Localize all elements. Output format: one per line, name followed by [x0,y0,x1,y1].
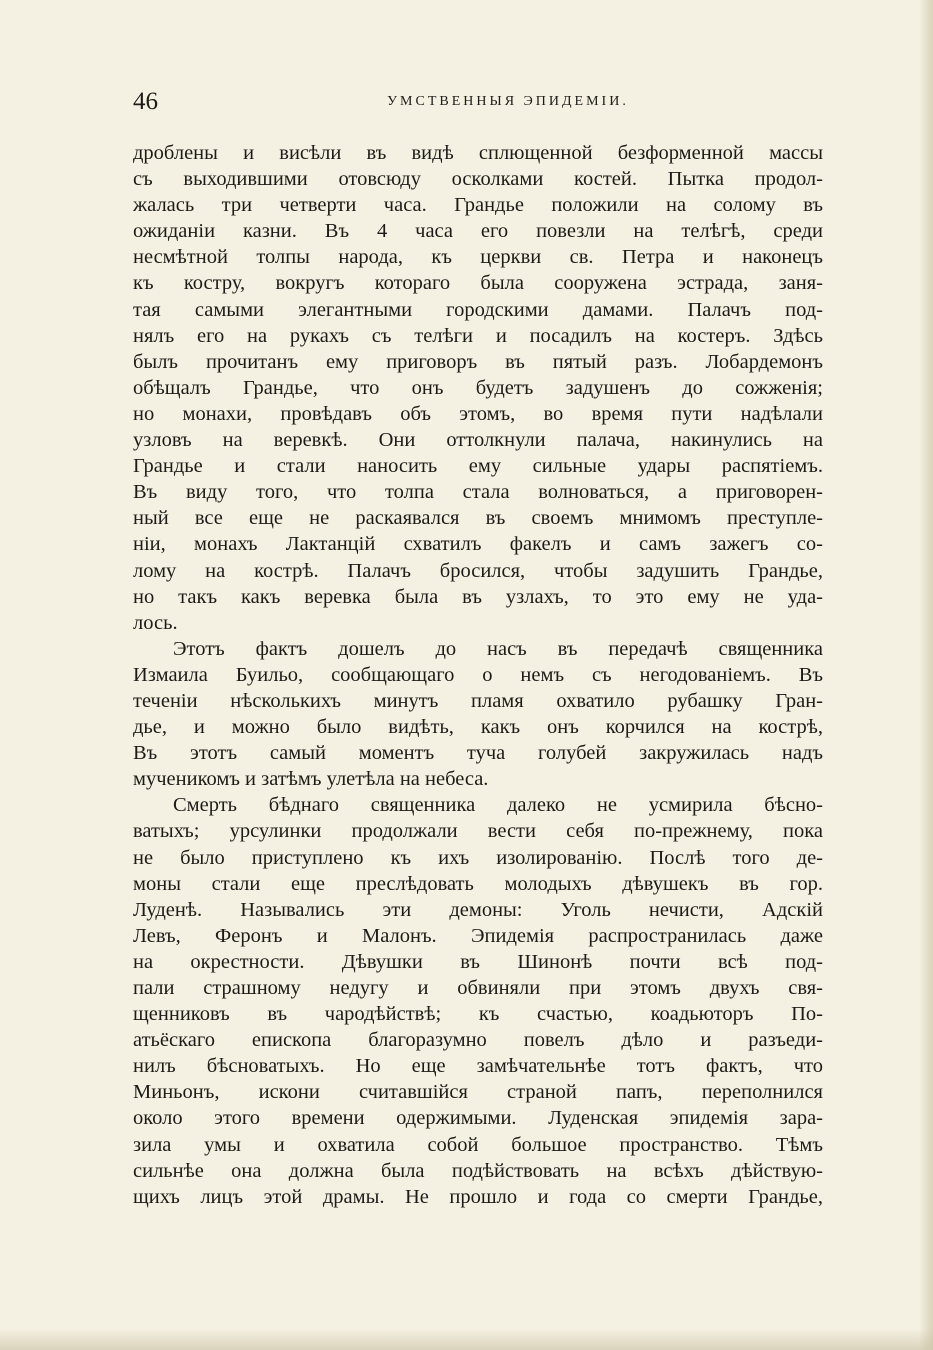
text-line: щенниковъ въ чародѣйствѣ; къ счастью, коадьюторъ По- [133,1003,823,1026]
text-line: жалась три четверти часа. Грандье положили на солому въ [133,194,823,217]
text-line: Луденѣ. Назывались эти демоны: Уголь нечисти, Адскій [133,898,823,921]
page-number: 46 [133,88,158,115]
text-line: теченіи нѣсколькихъ минутъ пламя охватило рубашку Гран- [133,689,823,712]
text-line: лому на кострѣ. Палачъ бросился, чтобы задушить Грандье, [133,559,823,582]
body-text [133,140,823,1210]
page-bottom-shadow [0,1328,933,1350]
text-line: дье, и можно было видѣть, какъ онъ корчился на кострѣ, [133,716,823,739]
paragraph-start-line: Смерть бѣднаго священника далеко не усмирила бѣсно- [173,794,823,817]
text-line: ный все еще не раскаявался въ своемъ мнимомъ преступле- [133,507,823,530]
text-line: къ костру, вокругъ котораго была сооружена эстрада, заня- [133,272,823,295]
text-line: узловъ на веревкѣ. Они оттолкнули палача, накинулись на [133,429,823,452]
text-line: сильнѣе она должна была подѣйствовать на всѣхъ дѣйствую- [133,1159,823,1182]
text-line: пали страшному недугу и обвиняли при этомъ двухъ свя- [133,977,823,999]
text-line: на окрестности. Дѣвушки въ Шинонѣ почти всѣ под- [133,950,823,973]
text-line: былъ прочитанъ ему приговоръ въ пятый разъ. Лобардемонъ [133,350,823,373]
text-line: несмѣтной толпы народа, къ церкви св. Петра и наконецъ [133,246,823,269]
page-header [133,88,823,118]
text-line: но такъ какъ веревка была въ узлахъ, то это ему не уда- [133,585,823,608]
text-line: атьёскаго епископа благоразумно повелъ дѣло и разъеди- [133,1029,823,1052]
text-line: Въ виду того, что толпа стала волноваться, а приговорен- [133,481,823,504]
text-line: не было приступлено къ ихъ изолированію. Послѣ того де- [133,846,823,869]
page-edge-shadow [919,0,933,1350]
text-line: но монахи, провѣдавъ объ этомъ, во время пути надѣлали [133,402,823,425]
paragraph-start-line: Этотъ фактъ дошелъ до насъ въ передачѣ священника [173,637,823,660]
text-line: Въ этотъ самый моментъ туча голубей закружилась надъ [133,742,823,765]
paragraph-end-line: мученикомъ и затѣмъ улетѣла на небеса. [133,768,489,791]
text-line: Миньонъ, искони считавшійся страной папъ, переполнился [133,1081,823,1104]
text-line: съ выходившими отовсюду осколками костей. Пытка продол- [133,168,823,191]
running-head: УМСТВЕННЫЯ ЭПИДЕМІИ. [387,94,629,109]
text-line: нялъ его на рукахъ съ телѣги и посадилъ на костеръ. Здѣсь [133,324,823,347]
text-line: дроблены и висѣли въ видѣ сплющенной безформенной массы [133,142,823,164]
paragraph-end-line: лось. [133,611,178,634]
text-line: Измаила Буильо, сообщающаго о немъ съ негодованіемъ. Въ [133,663,823,686]
text-line: щихъ лицъ этой драмы. Не прошло и года со смерти Грандье, [133,1185,823,1208]
text-line: около этого времени одержимыми. Луденская эпидемія зара- [133,1107,823,1130]
text-line: ожиданіи казни. Въ 4 часа его повезли на телѣгѣ, среди [133,220,823,243]
text-line: Грандье и стали наносить ему сильные удары распятіемъ. [133,455,823,478]
text-line: ватыхъ; урсулинки продолжали вести себя по-прежнему, пока [133,820,823,843]
text-line: Левъ, Феронъ и Малонъ. Эпидемія распространилась даже [133,924,823,947]
text-line: ніи, монахъ Лактанцій схватилъ факелъ и самъ зажегъ со- [133,533,823,556]
text-line: моны стали еще преслѣдовать молодыхъ дѣвушекъ въ гор. [133,872,823,895]
text-line: зила умы и охватила собой большое пространство. Тѣмъ [133,1133,823,1156]
text-line: тая самыми элегантными городскими дамами. Палачъ под- [133,298,823,321]
text-line: обѣщалъ Грандье, что онъ будетъ задушенъ до сожженія; [133,376,823,399]
text-line: нилъ бѣсноватыхъ. Но еще замѣчательнѣе тотъ фактъ, что [133,1055,823,1078]
